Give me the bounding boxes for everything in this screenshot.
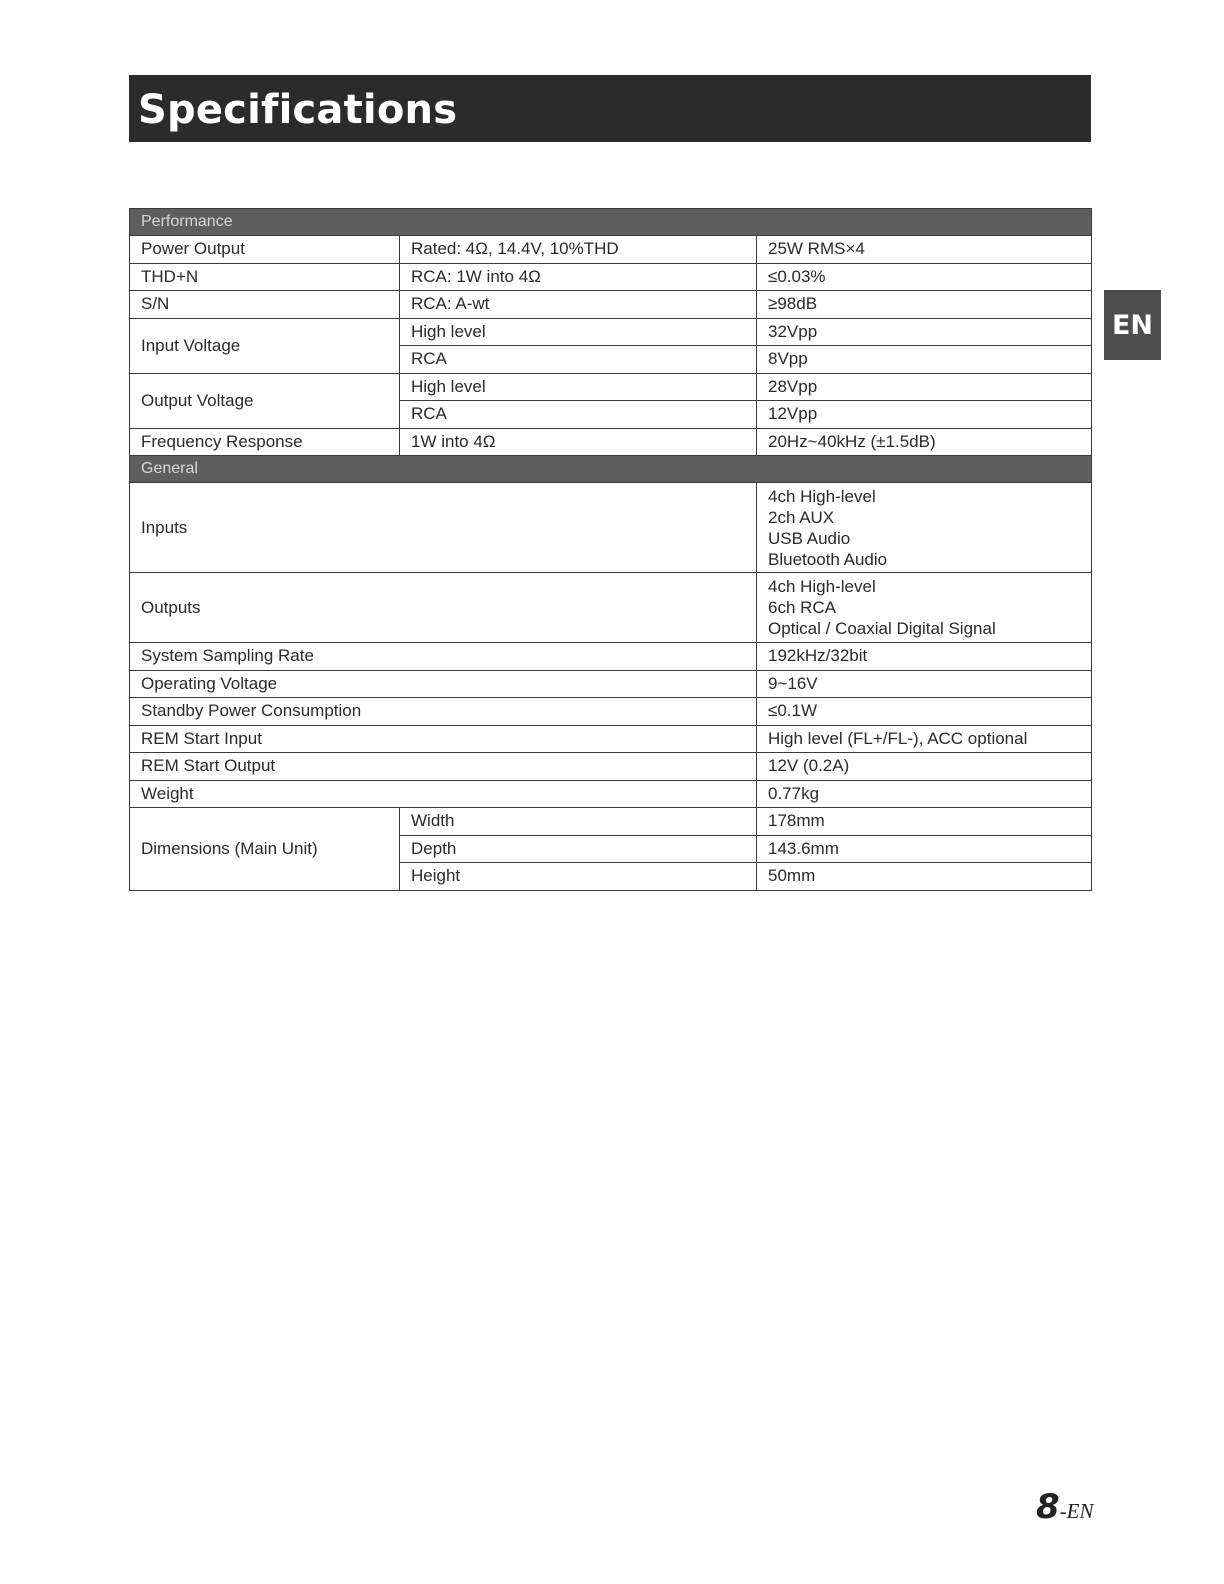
- table-row: [130, 753, 1092, 781]
- spec-label: Frequency Response: [130, 428, 400, 456]
- spec-condition: RCA: 1W into 4Ω: [400, 263, 757, 291]
- spec-value: 192kHz/32bit: [757, 643, 1092, 671]
- spec-value: 4ch High-level: [768, 486, 876, 506]
- spec-value: 6ch RCA: [768, 598, 837, 617]
- spec-value: 20Hz~40kHz (±1.5dB): [757, 428, 1092, 456]
- spec-condition: Depth: [400, 835, 757, 863]
- spec-label: Output Voltage: [130, 373, 400, 428]
- spec-condition: Height: [400, 863, 757, 891]
- table-row: [130, 643, 1092, 671]
- spec-value: 32Vpp: [757, 318, 1092, 346]
- section-header-general: [130, 456, 1092, 483]
- table-row: [130, 373, 1092, 401]
- section-title: Performance: [130, 209, 1092, 236]
- spec-value: 12Vpp: [757, 401, 1092, 429]
- spec-value: 8Vpp: [757, 346, 1092, 374]
- spec-value: USB Audio: [768, 528, 851, 548]
- spec-label: Standby Power Consumption: [130, 698, 757, 726]
- table-row: [130, 573, 1092, 643]
- section-title: General: [130, 456, 1092, 483]
- table-row: [130, 780, 1092, 808]
- spec-value: ≤0.1W: [757, 698, 1092, 726]
- spec-condition: Rated: 4Ω, 14.4V, 10%THD: [400, 236, 757, 264]
- spec-value: 12V (0.2A): [757, 753, 1092, 781]
- table-row: [130, 670, 1092, 698]
- spec-value: High level (FL+/FL-), ACC optional: [757, 725, 1092, 753]
- spec-label: Inputs: [130, 483, 757, 573]
- spec-condition: RCA: [400, 401, 757, 429]
- spec-label: Power Output: [130, 236, 400, 264]
- page-number-digit: 8: [1036, 1487, 1060, 1527]
- spec-label: Operating Voltage: [130, 670, 757, 698]
- spec-value-list: [757, 573, 1092, 643]
- spec-label: THD+N: [130, 263, 400, 291]
- spec-condition: High level: [400, 318, 757, 346]
- spec-value: 0.77kg: [757, 780, 1092, 808]
- spec-value: Optical / Coaxial Digital Signal: [768, 619, 996, 638]
- spec-value: 9~16V: [757, 670, 1092, 698]
- spec-label: Outputs: [130, 573, 757, 643]
- spec-condition: High level: [400, 373, 757, 401]
- spec-label: Dimensions (Main Unit): [130, 808, 400, 891]
- table-row: [130, 483, 1092, 573]
- table-row: [130, 808, 1092, 836]
- spec-label: System Sampling Rate: [130, 643, 757, 671]
- spec-label: Weight: [130, 780, 757, 808]
- spec-value: 143.6mm: [757, 835, 1092, 863]
- page-title: Specifications: [129, 75, 1091, 142]
- spec-label: Input Voltage: [130, 318, 400, 373]
- spec-condition: 1W into 4Ω: [400, 428, 757, 456]
- spec-condition: Width: [400, 808, 757, 836]
- spec-value: 2ch AUX: [768, 507, 835, 527]
- table-row: [130, 725, 1092, 753]
- language-tab: EN: [1104, 290, 1161, 360]
- page-number-suffix: -EN: [1059, 1499, 1094, 1523]
- spec-condition: RCA: A-wt: [400, 291, 757, 319]
- spec-label: REM Start Output: [130, 753, 757, 781]
- spec-condition: RCA: [400, 346, 757, 374]
- spec-value: Bluetooth Audio: [768, 549, 888, 569]
- spec-value: 25W RMS×4: [757, 236, 1092, 264]
- spec-value: 178mm: [757, 808, 1092, 836]
- spec-value-list: [757, 483, 1092, 573]
- table-row: [130, 318, 1092, 346]
- spec-label: S/N: [130, 291, 400, 319]
- spec-value: ≤0.03%: [757, 263, 1092, 291]
- spec-value: ≥98dB: [757, 291, 1092, 319]
- specifications-table: [129, 208, 1092, 891]
- spec-value: 50mm: [757, 863, 1092, 891]
- table-row: [130, 291, 1092, 319]
- table-row: [130, 236, 1092, 264]
- table-row: [130, 698, 1092, 726]
- table-row: [130, 263, 1092, 291]
- spec-label: REM Start Input: [130, 725, 757, 753]
- table-row: [130, 428, 1092, 456]
- page-number: [1036, 1487, 1094, 1527]
- section-header-performance: [130, 209, 1092, 236]
- spec-value: 4ch High-level: [768, 577, 876, 596]
- spec-value: 28Vpp: [757, 373, 1092, 401]
